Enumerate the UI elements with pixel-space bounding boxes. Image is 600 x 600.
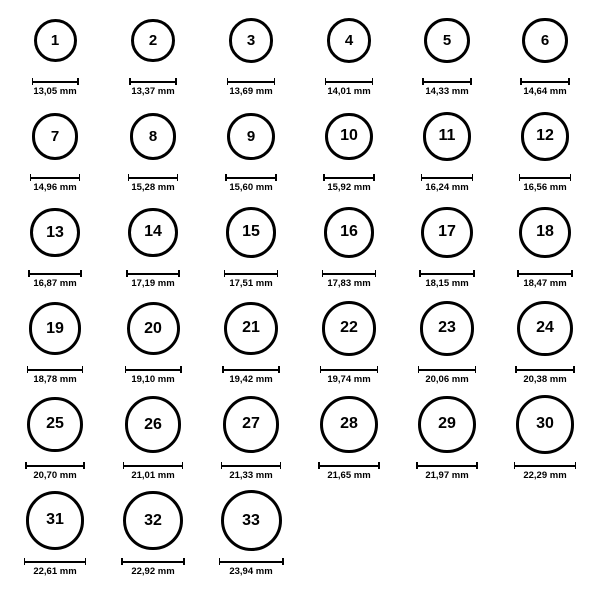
ring-diameter-text: 13,05 mm [33, 86, 77, 97]
ring-circle [32, 113, 78, 159]
caliper-icon [123, 462, 183, 469]
ring-diameter-text: 18,47 mm [523, 278, 567, 289]
ring-measure [421, 174, 473, 193]
ring-size-cell [104, 488, 202, 584]
ring-measure [28, 270, 81, 289]
ring-circle-wrapper [125, 392, 181, 457]
ring-circle [227, 113, 274, 160]
ring-size-cell [300, 104, 398, 200]
ring-size-cell [104, 8, 202, 104]
ring-diameter-text: 19,10 mm [131, 374, 175, 385]
ring-size-cell [104, 392, 202, 488]
ring-circle-wrapper [420, 296, 475, 361]
ring-circle [34, 19, 77, 62]
ring-size-cell [202, 8, 300, 104]
ring-circle [320, 396, 377, 453]
ring-circle-wrapper [320, 392, 377, 457]
ring-circle [29, 302, 81, 354]
caliper-icon [125, 366, 182, 373]
ring-circle [517, 301, 572, 356]
ring-circle-wrapper [519, 200, 571, 265]
ring-size-label: 20 [144, 319, 162, 337]
ring-size-cell [104, 104, 202, 200]
ring-size-cell [496, 392, 594, 488]
ring-size-label: 8 [148, 127, 158, 145]
ring-size-grid [0, 8, 600, 584]
ring-circle-wrapper [131, 8, 175, 73]
caliper-icon [322, 270, 377, 277]
ring-circle [519, 207, 571, 259]
ring-measure [24, 558, 87, 577]
ring-diameter-text: 13,37 mm [131, 86, 175, 97]
ring-circle-wrapper [522, 8, 568, 73]
ring-size-label: 29 [438, 415, 456, 433]
ring-diameter-text: 13,69 mm [229, 86, 273, 97]
ring-size-label: 10 [340, 127, 358, 145]
ring-measure [416, 462, 478, 481]
ring-size-label: 6 [540, 32, 550, 49]
ring-size-label: 27 [242, 415, 260, 433]
ring-size-label: 11 [438, 127, 456, 145]
ring-diameter-text: 21,33 mm [229, 470, 273, 481]
ring-size-label: 14 [144, 223, 162, 241]
ring-circle [424, 18, 469, 63]
caliper-icon [126, 270, 180, 277]
ring-measure [221, 462, 282, 481]
caliper-icon [128, 174, 179, 181]
caliper-icon [418, 366, 477, 373]
ring-circle-wrapper [127, 296, 180, 361]
ring-circle-wrapper [30, 200, 79, 265]
ring-circle-wrapper [517, 296, 572, 361]
caliper-icon [320, 366, 378, 373]
ring-size-cell [6, 200, 104, 296]
ring-circle [127, 302, 180, 355]
ring-circle [130, 113, 177, 160]
ring-size-label: 28 [340, 415, 358, 433]
ring-circle-wrapper [227, 104, 274, 169]
ring-measure [419, 270, 474, 289]
ring-circle [324, 207, 375, 258]
ring-size-cell [6, 8, 104, 104]
ring-size-label: 4 [344, 31, 354, 49]
ring-measure [323, 174, 375, 193]
ring-diameter-text: 17,83 mm [327, 278, 371, 289]
ring-size-cell [300, 200, 398, 296]
ring-circle [30, 208, 79, 257]
ring-diameter-text: 14,96 mm [33, 182, 77, 193]
caliper-icon [30, 174, 80, 181]
ring-size-label: 24 [536, 319, 554, 337]
ring-size-cell [6, 392, 104, 488]
ring-measure [125, 366, 182, 385]
ring-measure [418, 366, 477, 385]
ring-size-cell [104, 200, 202, 296]
ring-circle [226, 207, 276, 257]
ring-size-cell [6, 488, 104, 584]
ring-circle-wrapper [123, 488, 182, 553]
caliper-icon [419, 270, 474, 277]
ring-diameter-text: 16,87 mm [33, 278, 77, 289]
ring-circle-wrapper [229, 8, 273, 73]
ring-measure [318, 462, 379, 481]
ring-size-label: 7 [50, 128, 60, 145]
caliper-icon [28, 270, 81, 277]
ring-size-cell [202, 488, 300, 584]
ring-diameter-text: 15,60 mm [229, 182, 273, 193]
caliper-icon [224, 270, 278, 277]
ring-size-label: 31 [46, 511, 64, 529]
ring-circle-wrapper [29, 296, 81, 361]
ring-size-cell [6, 104, 104, 200]
ring-measure [514, 462, 576, 481]
caliper-icon [227, 78, 275, 85]
ring-diameter-text: 16,24 mm [425, 182, 469, 193]
ring-circle [418, 396, 476, 454]
ring-circle-wrapper [516, 392, 574, 457]
ring-size-cell [300, 8, 398, 104]
ring-circle [521, 112, 570, 161]
ring-circle [229, 18, 273, 62]
ring-measure [224, 270, 278, 289]
caliper-icon [27, 366, 83, 373]
ring-circle [27, 397, 83, 453]
ring-measure [129, 78, 177, 97]
ring-diameter-text: 21,65 mm [327, 470, 371, 481]
ring-circle [221, 490, 282, 551]
ring-circle [421, 207, 472, 258]
ring-circle [325, 113, 373, 161]
ring-diameter-text: 17,51 mm [229, 278, 273, 289]
ring-size-label: 23 [438, 319, 456, 337]
ring-size-cell [398, 296, 496, 392]
ring-measure [27, 366, 83, 385]
ring-measure [32, 78, 79, 97]
ring-size-cell [202, 200, 300, 296]
ring-size-label: 9 [246, 127, 256, 145]
ring-size-cell [300, 296, 398, 392]
ring-circle-wrapper [128, 200, 178, 265]
caliper-icon [517, 270, 573, 277]
ring-circle-wrapper [424, 8, 469, 73]
ring-size-label: 25 [46, 415, 64, 433]
ring-circle-wrapper [34, 8, 77, 73]
caliper-icon [318, 462, 379, 469]
caliper-icon [520, 78, 570, 85]
ring-measure [517, 270, 573, 289]
ring-size-cell [398, 200, 496, 296]
ring-size-label: 30 [536, 415, 554, 433]
ring-circle-wrapper [224, 296, 278, 361]
caliper-icon [515, 366, 574, 373]
caliper-icon [24, 558, 87, 565]
ring-measure [320, 366, 378, 385]
ring-diameter-text: 18,78 mm [33, 374, 77, 385]
ring-measure [422, 78, 471, 97]
ring-diameter-text: 22,61 mm [33, 566, 77, 577]
ring-size-cell [300, 392, 398, 488]
ring-diameter-text: 15,92 mm [327, 182, 371, 193]
ring-circle [423, 112, 471, 160]
ring-diameter-text: 20,70 mm [33, 470, 77, 481]
ring-size-cell [202, 296, 300, 392]
ring-diameter-text: 22,29 mm [523, 470, 567, 481]
ring-measure [222, 366, 280, 385]
ring-diameter-text: 22,92 mm [131, 566, 175, 577]
ring-size-cell [398, 104, 496, 200]
ring-measure [225, 174, 276, 193]
ring-measure [123, 462, 183, 481]
ring-circle [322, 301, 376, 355]
ring-measure [322, 270, 377, 289]
ring-size-cell [202, 392, 300, 488]
ring-circle-wrapper [421, 200, 472, 265]
caliper-icon [221, 462, 282, 469]
ring-size-cell [496, 200, 594, 296]
caliper-icon [129, 78, 177, 85]
ring-circle-wrapper [324, 200, 375, 265]
ring-diameter-text: 14,01 mm [327, 86, 371, 97]
ring-size-label: 13 [46, 223, 64, 241]
ring-circle-wrapper [221, 488, 282, 553]
ring-measure [128, 174, 179, 193]
ring-size-cell [496, 8, 594, 104]
ring-circle-wrapper [325, 104, 373, 169]
ring-circle [123, 491, 182, 550]
ring-size-label: 15 [242, 223, 260, 241]
ring-diameter-text: 23,94 mm [229, 566, 273, 577]
ring-size-cell [104, 296, 202, 392]
caliper-icon [219, 558, 284, 565]
ring-circle [125, 396, 181, 452]
ring-circle [516, 395, 574, 453]
ring-circle [327, 18, 372, 63]
ring-size-label: 19 [46, 319, 64, 337]
ring-measure [30, 174, 80, 193]
caliper-icon [225, 174, 276, 181]
ring-size-cell [496, 104, 594, 200]
ring-diameter-text: 16,56 mm [523, 182, 567, 193]
ring-size-cell [398, 392, 496, 488]
ring-size-label: 33 [242, 511, 260, 529]
ring-circle [128, 208, 178, 258]
ring-diameter-text: 19,42 mm [229, 374, 273, 385]
ring-size-cell [6, 296, 104, 392]
ring-size-label: 12 [536, 127, 554, 145]
ring-circle-wrapper [521, 104, 570, 169]
ring-measure [121, 558, 184, 577]
ring-size-label: 16 [340, 223, 358, 241]
caliper-icon [323, 174, 375, 181]
ring-size-label: 32 [144, 511, 162, 529]
ring-measure [515, 366, 574, 385]
ring-size-cell [202, 104, 300, 200]
ring-measure [519, 174, 572, 193]
ring-circle [223, 396, 280, 453]
ring-diameter-text: 15,28 mm [131, 182, 175, 193]
ring-size-label: 22 [340, 319, 358, 337]
ring-circle-wrapper [226, 200, 276, 265]
ring-size-label: 5 [442, 31, 452, 49]
ring-circle [131, 19, 175, 63]
ring-size-label: 1 [50, 32, 60, 49]
ring-size-label: 17 [438, 223, 456, 241]
ring-circle-wrapper [130, 104, 177, 169]
ring-circle [420, 301, 475, 356]
caliper-icon [325, 78, 374, 85]
caliper-icon [416, 462, 478, 469]
ring-diameter-text: 20,38 mm [523, 374, 567, 385]
ring-circle-wrapper [322, 296, 376, 361]
caliper-icon [32, 78, 79, 85]
ring-diameter-text: 21,97 mm [425, 470, 469, 481]
ring-circle-wrapper [418, 392, 476, 457]
ring-measure [520, 78, 570, 97]
ring-diameter-text: 18,15 mm [425, 278, 469, 289]
ring-measure [126, 270, 180, 289]
ring-measure [25, 462, 85, 481]
ring-diameter-text: 17,19 mm [131, 278, 175, 289]
ring-size-label: 26 [144, 415, 162, 433]
caliper-icon [519, 174, 572, 181]
caliper-icon [422, 78, 471, 85]
ring-circle-wrapper [32, 104, 78, 169]
ring-diameter-text: 21,01 mm [131, 470, 175, 481]
ring-circle [224, 302, 278, 356]
ring-size-label: 18 [536, 223, 554, 241]
caliper-icon [421, 174, 473, 181]
ring-measure [227, 78, 275, 97]
caliper-icon [514, 462, 576, 469]
ring-circle [26, 491, 85, 550]
ring-circle-wrapper [27, 392, 83, 457]
ring-size-label: 21 [242, 319, 260, 337]
caliper-icon [25, 462, 85, 469]
ring-circle-wrapper [223, 392, 280, 457]
ring-measure [219, 558, 284, 577]
caliper-icon [222, 366, 280, 373]
ring-measure [325, 78, 374, 97]
ring-diameter-text: 14,64 mm [523, 86, 567, 97]
ring-size-label: 2 [148, 31, 158, 49]
ring-circle-wrapper [26, 488, 85, 553]
ring-size-label: 3 [246, 31, 256, 49]
ring-circle-wrapper [423, 104, 471, 169]
ring-diameter-text: 19,74 mm [327, 374, 371, 385]
ring-circle-wrapper [327, 8, 372, 73]
ring-diameter-text: 20,06 mm [425, 374, 469, 385]
ring-size-cell [398, 8, 496, 104]
caliper-icon [121, 558, 184, 565]
ring-size-cell [496, 296, 594, 392]
ring-diameter-text: 14,33 mm [425, 86, 469, 97]
ring-circle [522, 18, 568, 64]
